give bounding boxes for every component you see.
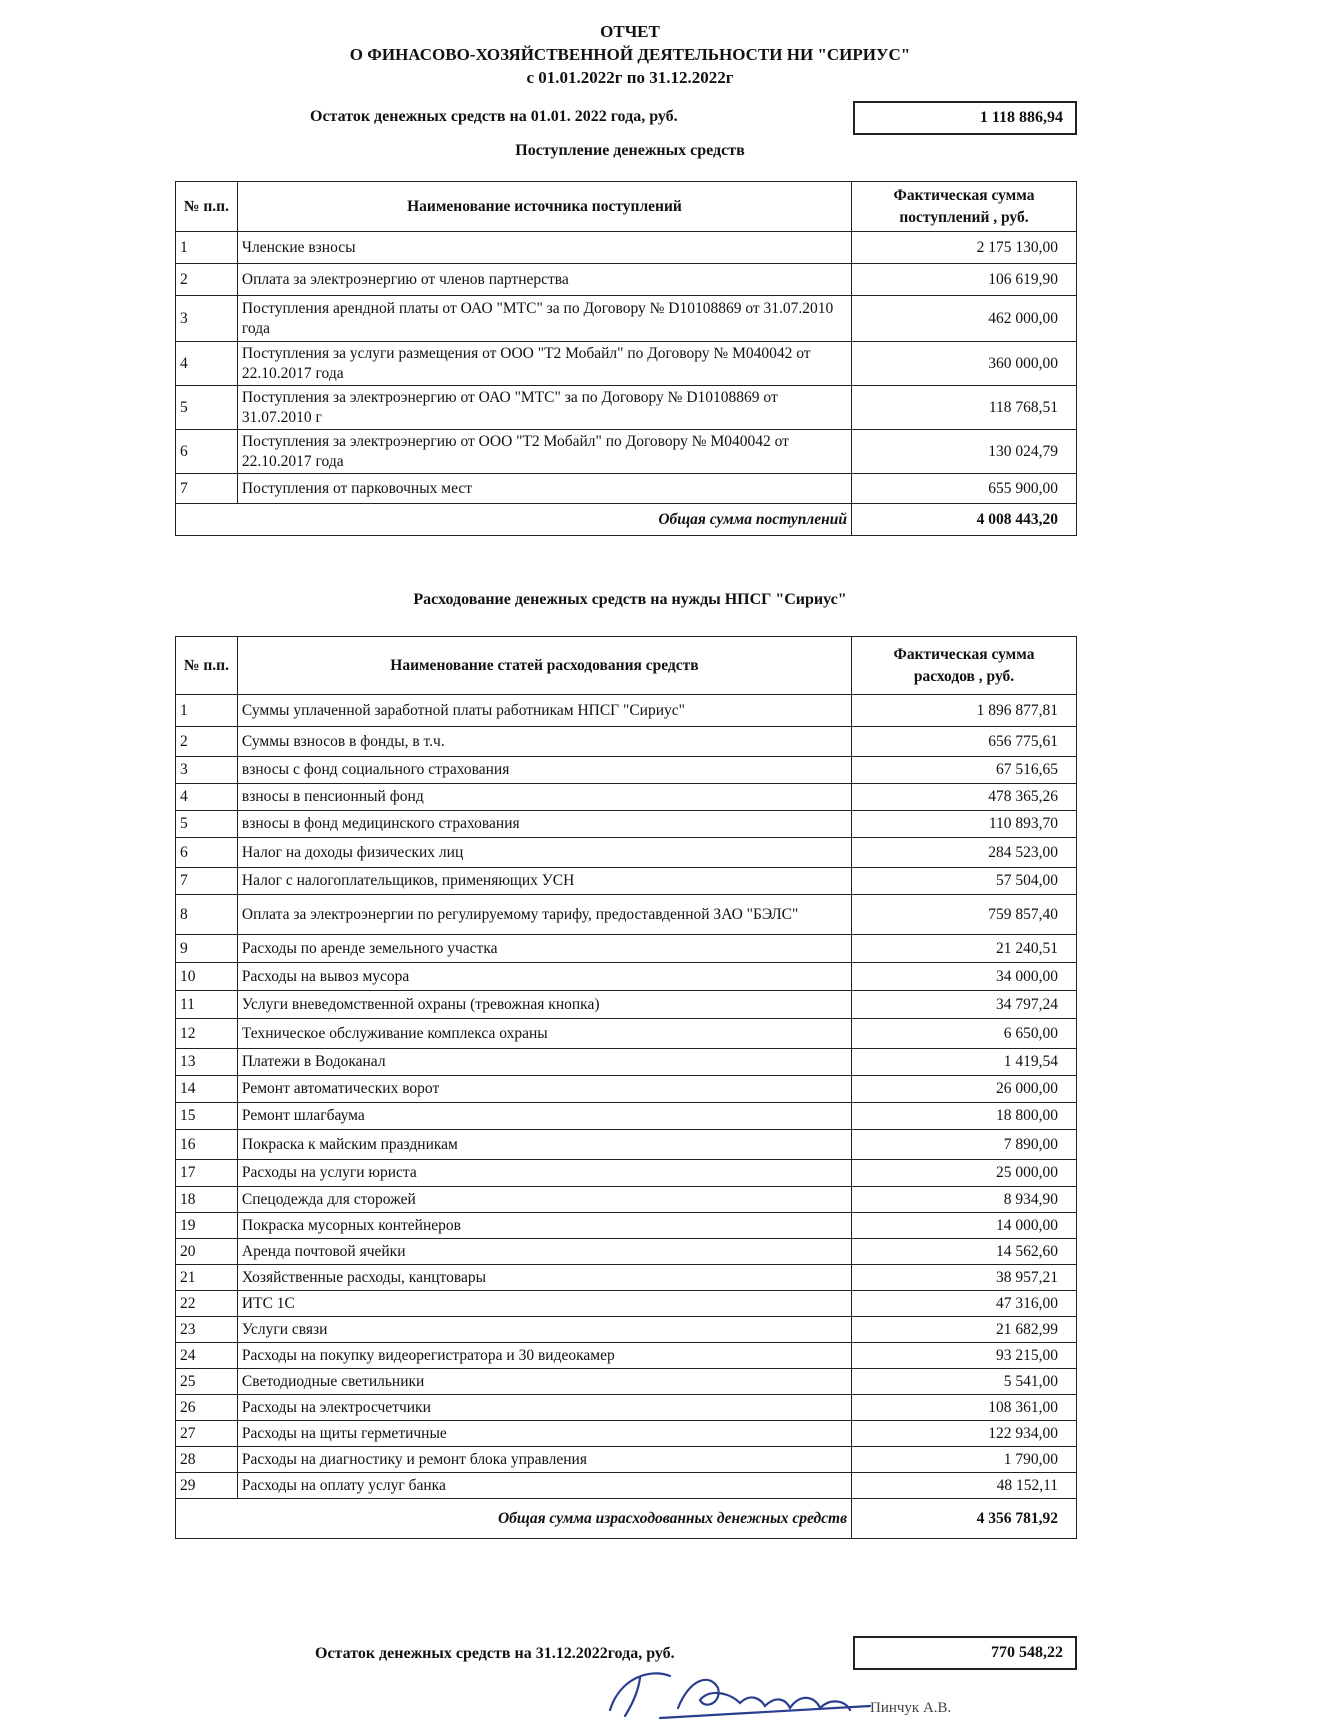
income-header-name: Наименование источника поступлений: [237, 182, 851, 232]
income-row-amount: 655 900,00: [852, 474, 1077, 504]
expenses-row-amount: 48 152,11: [852, 1473, 1077, 1499]
expenses-row: [176, 1049, 1077, 1076]
expenses-row: [176, 1369, 1077, 1395]
expenses-row-number: 17: [176, 1160, 238, 1187]
expenses-row: [176, 1265, 1077, 1291]
income-row-amount: 118 768,51: [852, 386, 1077, 430]
expenses-row-amount: 21 682,99: [852, 1317, 1077, 1343]
expenses-row: [176, 811, 1077, 838]
closing-balance-label: Остаток денежных средств на 31.12.2022года, руб.: [315, 1645, 675, 1662]
expenses-row-amount: 1 419,54: [852, 1049, 1077, 1076]
income-row-amount: 360 000,00: [852, 342, 1077, 386]
expenses-row-name: Покраска к майским праздникам: [237, 1130, 851, 1160]
income-row-amount: 2 175 130,00: [852, 232, 1077, 264]
expenses-row: [176, 727, 1077, 757]
expenses-row-name: Расходы на диагностику и ремонт блока управления: [237, 1447, 851, 1473]
expenses-row-number: 19: [176, 1213, 238, 1239]
expenses-row: [176, 1019, 1077, 1049]
expenses-row-amount: 21 240,51: [852, 935, 1077, 963]
expenses-row-number: 28: [176, 1447, 238, 1473]
income-row-name: Поступления за электроэнергию от ОАО "МТС" за по Договору № D10108869 от 31.07.2010 г: [237, 386, 851, 430]
expenses-row-name: Спецодежда для сторожей: [237, 1187, 851, 1213]
expenses-row-number: 5: [176, 811, 238, 838]
income-row: [176, 430, 1077, 474]
expenses-row: [176, 1473, 1077, 1499]
expenses-row-amount: 34 797,24: [852, 991, 1077, 1019]
income-row: [176, 232, 1077, 264]
expenses-row: [176, 1076, 1077, 1103]
expenses-row-number: 16: [176, 1130, 238, 1160]
income-row: [176, 474, 1077, 504]
report-period: с 01.01.2022г по 31.12.2022г: [526, 68, 734, 87]
income-header-sum-line2: поступлений , руб.: [899, 208, 1029, 226]
expenses-row: [176, 895, 1077, 935]
expenses-row: [176, 1317, 1077, 1343]
income-header-sum: [852, 182, 1077, 232]
income-row: [176, 342, 1077, 386]
expenses-row-number: 10: [176, 963, 238, 991]
expenses-row-amount: 25 000,00: [852, 1160, 1077, 1187]
expenses-row-amount: 5 541,00: [852, 1369, 1077, 1395]
income-row-name: Поступления от парковочных мест: [237, 474, 851, 504]
expenses-row-name: Ремонт шлагбаума: [237, 1103, 851, 1130]
expenses-row-amount: 1 790,00: [852, 1447, 1077, 1473]
income-header-row: [176, 182, 1077, 232]
expenses-row-number: 22: [176, 1291, 238, 1317]
expenses-row: [176, 1291, 1077, 1317]
expenses-row-name: Ремонт автоматических ворот: [237, 1076, 851, 1103]
expenses-row-name: взносы в пенсионный фонд: [237, 784, 851, 811]
expenses-row-number: 24: [176, 1343, 238, 1369]
income-total-row: [176, 504, 1077, 536]
expenses-row-amount: 14 562,60: [852, 1239, 1077, 1265]
income-row-name: Поступления за услуги размещения от ООО "Т2 Мобайл" по Договору № M040042 от 22.10.2017 года: [237, 342, 851, 386]
income-row: [176, 296, 1077, 342]
expenses-row: [176, 695, 1077, 727]
expenses-row-amount: 93 215,00: [852, 1343, 1077, 1369]
income-row-name: Поступления арендной платы от ОАО "МТС" за по Договору № D10108869 от 31.07.2010 года: [237, 296, 851, 342]
expenses-total-label: Общая сумма израсходованных денежных средств: [176, 1499, 852, 1539]
expenses-row-name: Светодиодные светильники: [237, 1369, 851, 1395]
income-table: [175, 181, 1077, 536]
expenses-row-number: 18: [176, 1187, 238, 1213]
income-total-value: 4 008 443,20: [852, 504, 1077, 536]
expenses-row-amount: 478 365,26: [852, 784, 1077, 811]
expenses-row-number: 23: [176, 1317, 238, 1343]
expenses-row-name: Расходы на оплату услуг банка: [237, 1473, 851, 1499]
expenses-row-name: Оплата за электроэнергии по регулируемому тарифу, предоставденной ЗАО "БЭЛС": [237, 895, 851, 935]
expenses-row-number: 26: [176, 1395, 238, 1421]
expenses-row-name: Платежи в Водоканал: [237, 1049, 851, 1076]
expenses-row-name: Расходы на электросчетчики: [237, 1395, 851, 1421]
opening-balance-label: Остаток денежных средств на 01.01. 2022 года, руб.: [310, 108, 678, 125]
expenses-header-sum: [852, 637, 1077, 695]
expenses-section-title: Расходование денежных средств на нужды НПСГ "Сириус": [413, 591, 847, 608]
expenses-row: [176, 1343, 1077, 1369]
expenses-row-name: Расходы по аренде земельного участка: [237, 935, 851, 963]
expenses-row: [176, 1421, 1077, 1447]
expenses-row-amount: 57 504,00: [852, 868, 1077, 895]
expenses-row-name: Услуги вневедомственной охраны (тревожная кнопка): [237, 991, 851, 1019]
expenses-header-row: [176, 637, 1077, 695]
opening-balance-value: 1 118 886,94: [853, 101, 1077, 135]
expenses-row-name: взносы с фонд социального страхования: [237, 757, 851, 784]
expenses-row-number: 1: [176, 695, 238, 727]
expenses-row-name: Суммы взносов в фонды, в т.ч.: [237, 727, 851, 757]
expenses-row-amount: 14 000,00: [852, 1213, 1077, 1239]
expenses-row-name: Покраска мусорных контейнеров: [237, 1213, 851, 1239]
expenses-row-number: 27: [176, 1421, 238, 1447]
expenses-row-amount: 34 000,00: [852, 963, 1077, 991]
expenses-total-row: [176, 1499, 1077, 1539]
income-section-title: Поступление денежных средств: [515, 142, 745, 159]
expenses-row-name: ИТС 1С: [237, 1291, 851, 1317]
expenses-row-number: 8: [176, 895, 238, 935]
expenses-row-name: Налог с налогоплательщиков, применяющих УСН: [237, 868, 851, 895]
income-row-number: 7: [176, 474, 238, 504]
expenses-row-amount: 110 893,70: [852, 811, 1077, 838]
expenses-table: [175, 636, 1077, 1539]
expenses-row: [176, 1160, 1077, 1187]
income-row-number: 3: [176, 296, 238, 342]
expenses-row: [176, 991, 1077, 1019]
expenses-row-name: Техническое обслуживание комплекса охраны: [237, 1019, 851, 1049]
expenses-row-amount: 122 934,00: [852, 1421, 1077, 1447]
income-header-num: № п.п.: [176, 182, 238, 232]
expenses-row: [176, 1239, 1077, 1265]
income-row: [176, 264, 1077, 296]
report-subtitle: О ФИНАСОВО-ХОЗЯЙСТВЕННОЙ ДЕЯТЕЛЬНОСТИ НИ "СИРИУС": [349, 45, 911, 64]
expenses-row-amount: 108 361,00: [852, 1395, 1077, 1421]
expenses-row: [176, 963, 1077, 991]
income-row-amount: 130 024,79: [852, 430, 1077, 474]
expenses-row-amount: 284 523,00: [852, 838, 1077, 868]
closing-balance-value: 770 548,22: [853, 1636, 1077, 1670]
income-row-number: 4: [176, 342, 238, 386]
expenses-row-amount: 6 650,00: [852, 1019, 1077, 1049]
expenses-row: [176, 868, 1077, 895]
expenses-row-name: Расходы на покупку видеорегистратора и 30 видеокамер: [237, 1343, 851, 1369]
expenses-row-number: 12: [176, 1019, 238, 1049]
expenses-header-sum-line1: Фактическая сумма: [893, 645, 1035, 663]
income-row: [176, 386, 1077, 430]
expenses-row-name: взносы в фонд медицинского страхования: [237, 811, 851, 838]
expenses-row-amount: 1 896 877,81: [852, 695, 1077, 727]
expenses-row: [176, 1395, 1077, 1421]
expenses-row-number: 3: [176, 757, 238, 784]
expenses-row-number: 11: [176, 991, 238, 1019]
report-title: ОТЧЕТ: [600, 22, 660, 41]
expenses-row: [176, 935, 1077, 963]
income-header-sum-line1: Фактическая сумма: [893, 186, 1035, 204]
income-row-amount: 106 619,90: [852, 264, 1077, 296]
expenses-row-number: 7: [176, 868, 238, 895]
expenses-row: [176, 784, 1077, 811]
expenses-row-number: 25: [176, 1369, 238, 1395]
expenses-row-amount: 759 857,40: [852, 895, 1077, 935]
expenses-row-number: 9: [176, 935, 238, 963]
handwritten-signature: [600, 1648, 900, 1728]
expenses-row-number: 20: [176, 1239, 238, 1265]
expenses-row-name: Расходы на услуги юриста: [237, 1160, 851, 1187]
expenses-row: [176, 1103, 1077, 1130]
expenses-row-amount: 67 516,65: [852, 757, 1077, 784]
expenses-row-number: 29: [176, 1473, 238, 1499]
income-row-number: 6: [176, 430, 238, 474]
expenses-row-number: 14: [176, 1076, 238, 1103]
expenses-row-amount: 656 775,61: [852, 727, 1077, 757]
expenses-header-sum-line2: расходов , руб.: [913, 667, 1015, 685]
expenses-row-number: 13: [176, 1049, 238, 1076]
expenses-row: [176, 757, 1077, 784]
expenses-row-amount: 47 316,00: [852, 1291, 1077, 1317]
income-row-name: Оплата за электроэнергию от членов партнерства: [237, 264, 851, 296]
signatory-name: Пинчук А.В.: [870, 1700, 952, 1716]
expenses-row-name: Расходы на вывоз мусора: [237, 963, 851, 991]
expenses-row-amount: 26 000,00: [852, 1076, 1077, 1103]
expenses-row-number: 4: [176, 784, 238, 811]
income-total-label: Общая сумма поступлений: [176, 504, 852, 536]
expenses-row: [176, 838, 1077, 868]
expenses-row-name: Налог на доходы физических лиц: [237, 838, 851, 868]
expenses-header-name: Наименование статей расходования средств: [237, 637, 851, 695]
expenses-row-number: 2: [176, 727, 238, 757]
expenses-row-amount: 7 890,00: [852, 1130, 1077, 1160]
expenses-row: [176, 1213, 1077, 1239]
expenses-row-number: 21: [176, 1265, 238, 1291]
income-row-number: 5: [176, 386, 238, 430]
income-row-amount: 462 000,00: [852, 296, 1077, 342]
expenses-header-num: № п.п.: [176, 637, 238, 695]
expenses-row-number: 6: [176, 838, 238, 868]
expenses-total-value: 4 356 781,92: [852, 1499, 1077, 1539]
expenses-row-amount: 38 957,21: [852, 1265, 1077, 1291]
expenses-row-amount: 18 800,00: [852, 1103, 1077, 1130]
expenses-row-name: Суммы уплаченной заработной платы работникам НПСГ "Сириус": [237, 695, 851, 727]
expenses-row-name: Хозяйственные расходы, канцтовары: [237, 1265, 851, 1291]
income-row-name: Поступления за электроэнергию от ООО "Т2 Мобайл" по Договору № M040042 от 22.10.2017 года: [237, 430, 851, 474]
expenses-row: [176, 1447, 1077, 1473]
expenses-row-number: 15: [176, 1103, 238, 1130]
income-row-number: 2: [176, 264, 238, 296]
expenses-row-name: Расходы на щиты герметичные: [237, 1421, 851, 1447]
income-row-name: Членские взносы: [237, 232, 851, 264]
expenses-row-name: Услуги связи: [237, 1317, 851, 1343]
expenses-row: [176, 1130, 1077, 1160]
expenses-row-name: Аренда почтовой ячейки: [237, 1239, 851, 1265]
income-row-number: 1: [176, 232, 238, 264]
expenses-row: [176, 1187, 1077, 1213]
expenses-row-amount: 8 934,90: [852, 1187, 1077, 1213]
